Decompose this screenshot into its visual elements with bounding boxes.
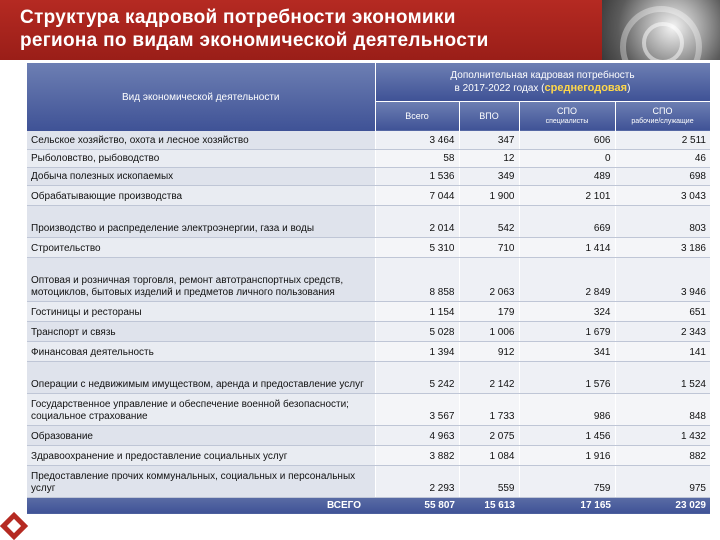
total-cell: 1 394 xyxy=(375,341,459,361)
staffing-needs-table xyxy=(27,63,711,514)
header-spo-workers xyxy=(615,101,710,131)
spo-specialists-cell: 986 xyxy=(519,393,615,425)
spo-workers-cell: 848 xyxy=(615,393,710,425)
spo-specialists-cell: 1 414 xyxy=(519,237,615,257)
spo-specialists-cell: 1 576 xyxy=(519,361,615,393)
spo-specialists-cell: 341 xyxy=(519,341,615,361)
activity-name: Сельское хозяйство, охота и лесное хозяйство xyxy=(27,131,375,149)
vpo-cell: 1 900 xyxy=(459,185,519,205)
title-banner xyxy=(0,0,720,60)
activity-name: Финансовая деятельность xyxy=(27,341,375,361)
title-line-2: региона по видам экономической деятельности xyxy=(20,30,489,51)
table-row xyxy=(27,131,710,149)
total-cell: 4 963 xyxy=(375,425,459,445)
table-row xyxy=(27,257,710,301)
total-spo-workers-cell: 23 029 xyxy=(615,497,710,514)
spo-workers-cell: 975 xyxy=(615,465,710,497)
total-cell: 5 310 xyxy=(375,237,459,257)
vpo-cell: 710 xyxy=(459,237,519,257)
spo-workers-cell: 3 186 xyxy=(615,237,710,257)
spo-workers-cell: 3 946 xyxy=(615,257,710,301)
spo-workers-cell: 141 xyxy=(615,341,710,361)
spo-specialists-cell: 606 xyxy=(519,131,615,149)
total-cell: 3 882 xyxy=(375,445,459,465)
spo-specialists-cell: 489 xyxy=(519,167,615,185)
spo-workers-cell: 3 043 xyxy=(615,185,710,205)
total-vpo-cell: 15 613 xyxy=(459,497,519,514)
vpo-cell: 542 xyxy=(459,205,519,237)
table-row xyxy=(27,465,710,497)
spo-workers-cell: 46 xyxy=(615,149,710,167)
activity-name: Оптовая и розничная торговля, ремонт автотранспортных средств, мотоциклов, бытовых изделий и предметов личного пользования xyxy=(27,257,375,301)
table-row xyxy=(27,185,710,205)
header-need-line-2 xyxy=(380,82,706,95)
activity-name: Операции с недвижимым имуществом, аренда и предоставление услуг xyxy=(27,361,375,393)
page-title xyxy=(20,6,600,52)
table-row xyxy=(27,321,710,341)
activity-name: Обрабатывающие производства xyxy=(27,185,375,205)
vpo-cell: 349 xyxy=(459,167,519,185)
activity-name: Добыча полезных ископаемых xyxy=(27,167,375,185)
total-row xyxy=(27,497,710,514)
vpo-cell: 2 075 xyxy=(459,425,519,445)
header-activity-type: Вид экономической деятельности xyxy=(27,63,375,131)
total-cell: 3 464 xyxy=(375,131,459,149)
activity-name: Гостиницы и рестораны xyxy=(27,301,375,321)
vpo-cell: 179 xyxy=(459,301,519,321)
table-row xyxy=(27,205,710,237)
header-spo-2-label: СПО xyxy=(652,106,673,117)
total-cell: 5 028 xyxy=(375,321,459,341)
table-row xyxy=(27,445,710,465)
activity-name: Здравоохранение и предоставление социальных услуг xyxy=(27,445,375,465)
left-margin xyxy=(0,60,26,540)
spo-workers-cell: 2 343 xyxy=(615,321,710,341)
total-cell: 7 044 xyxy=(375,185,459,205)
activity-name: Предоставление прочих коммунальных, социальных и персональных услуг xyxy=(27,465,375,497)
activity-name: Транспорт и связь xyxy=(27,321,375,341)
total-cell: 8 858 xyxy=(375,257,459,301)
total-label: ВСЕГО xyxy=(27,497,375,514)
header-period-text: в 2017-2022 годах ( xyxy=(454,82,545,94)
vpo-cell: 1 733 xyxy=(459,393,519,425)
header-paren-close: ) xyxy=(627,82,631,94)
header-average-annual: среднегодовая xyxy=(544,81,628,94)
table-row xyxy=(27,301,710,321)
spo-specialists-cell: 324 xyxy=(519,301,615,321)
table-row xyxy=(27,393,710,425)
table-row xyxy=(27,149,710,167)
spo-workers-cell: 2 511 xyxy=(615,131,710,149)
activity-name: Образование xyxy=(27,425,375,445)
header-spo-specialists xyxy=(519,101,615,131)
table-row xyxy=(27,425,710,445)
diamond-logo-icon xyxy=(0,512,28,540)
spo-specialists-cell: 1 456 xyxy=(519,425,615,445)
table-row xyxy=(27,167,710,185)
spo-workers-cell: 803 xyxy=(615,205,710,237)
vpo-cell: 1 084 xyxy=(459,445,519,465)
total-cell: 2 293 xyxy=(375,465,459,497)
total-cell: 2 014 xyxy=(375,205,459,237)
table-row xyxy=(27,237,710,257)
activity-name: Производство и распределение электроэнергии, газа и воды xyxy=(27,205,375,237)
total-cell: 1 154 xyxy=(375,301,459,321)
spo-workers-cell: 882 xyxy=(615,445,710,465)
vpo-cell: 912 xyxy=(459,341,519,361)
header-vpo: ВПО xyxy=(459,101,519,131)
activity-name: Строительство xyxy=(27,237,375,257)
header-need-line-1: Дополнительная кадровая потребность xyxy=(450,69,635,81)
header-additional-need xyxy=(375,63,710,101)
spo-workers-cell: 698 xyxy=(615,167,710,185)
spo-workers-cell: 651 xyxy=(615,301,710,321)
header-spo-1-label: СПО xyxy=(557,106,577,117)
table-row xyxy=(27,341,710,361)
total-cell: 58 xyxy=(375,149,459,167)
table-row xyxy=(27,361,710,393)
spo-workers-cell: 1 524 xyxy=(615,361,710,393)
decorative-graphic xyxy=(602,0,720,60)
header-spo-2-sublabel: рабочие/служащие xyxy=(631,118,694,126)
spo-specialists-cell: 669 xyxy=(519,205,615,237)
total-cell: 1 536 xyxy=(375,167,459,185)
total-spo-specialists-cell: 17 165 xyxy=(519,497,615,514)
title-line-1: Структура кадровой потребности экономики xyxy=(20,7,456,28)
vpo-cell: 2 063 xyxy=(459,257,519,301)
vpo-cell: 12 xyxy=(459,149,519,167)
header-spo-1-sublabel: специалисты xyxy=(545,118,589,126)
vpo-cell: 347 xyxy=(459,131,519,149)
spo-specialists-cell: 2 101 xyxy=(519,185,615,205)
vpo-cell: 1 006 xyxy=(459,321,519,341)
vpo-cell: 559 xyxy=(459,465,519,497)
total-cell: 3 567 xyxy=(375,393,459,425)
header-total: Всего xyxy=(375,101,459,131)
spo-specialists-cell: 0 xyxy=(519,149,615,167)
activity-name: Рыболовство, рыбоводство xyxy=(27,149,375,167)
table-body xyxy=(27,131,710,514)
spo-workers-cell: 1 432 xyxy=(615,425,710,445)
total-cell: 5 242 xyxy=(375,361,459,393)
spo-specialists-cell: 759 xyxy=(519,465,615,497)
grand-total-cell: 55 807 xyxy=(375,497,459,514)
spo-specialists-cell: 1 679 xyxy=(519,321,615,341)
spo-specialists-cell: 1 916 xyxy=(519,445,615,465)
vpo-cell: 2 142 xyxy=(459,361,519,393)
spo-specialists-cell: 2 849 xyxy=(519,257,615,301)
activity-name: Государственное управление и обеспечение военной безопасности; социальное страхование xyxy=(27,393,375,425)
